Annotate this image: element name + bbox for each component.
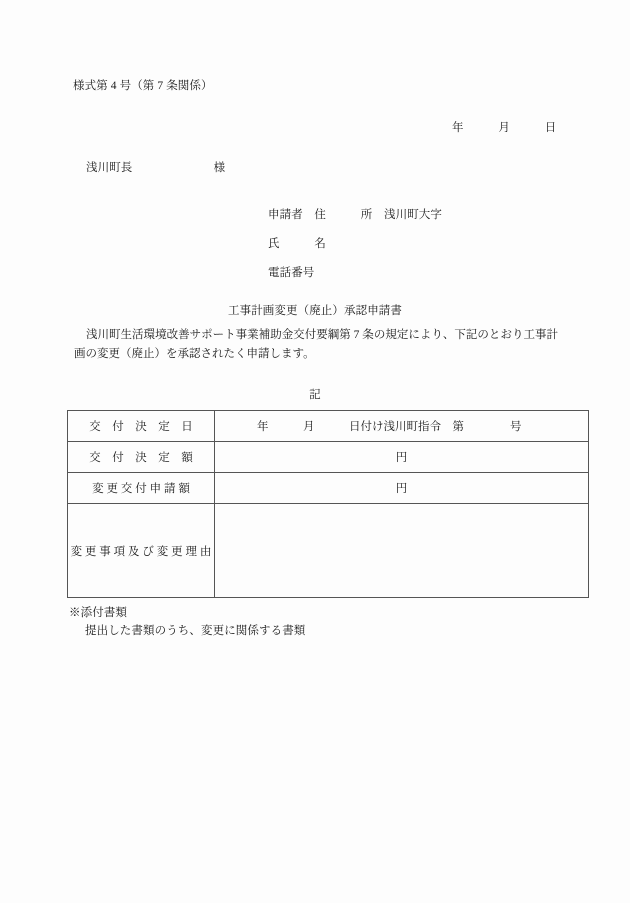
attachment-heading: ※添付書類 (69, 607, 127, 619)
table-row (68, 504, 589, 598)
ki-marker: 記 (309, 389, 321, 401)
application-details-table (67, 410, 589, 598)
applicant-name-line: 氏 名 (268, 238, 326, 250)
row-value-grant-decision-amount[interactable]: 円 (215, 442, 589, 473)
row-label-grant-decision-date: 交 付 決 定 日 (68, 411, 215, 442)
row-label-changed-application-amount: 変 更 交 付 申 請 額 (68, 473, 215, 504)
table-row (68, 411, 589, 442)
applicant-phone-line: 電話番号 (268, 267, 315, 279)
addressee-line: 浅川町長 様 (86, 162, 226, 174)
row-label-grant-decision-amount: 交 付 決 定 額 (68, 442, 215, 473)
attachment-item: 提出した書類のうち、変更に関係する書類 (85, 625, 306, 637)
table-row (68, 442, 589, 473)
row-label-change-items-and-reason: 変 更 事 項 及 び 変 更 理 由 (68, 504, 215, 598)
form-number: 様式第 4 号（第 7 条関係） (73, 80, 213, 92)
row-value-change-items-and-reason[interactable] (215, 504, 589, 598)
document-title: 工事計画変更（廃止）承認申請書 (228, 305, 402, 317)
row-value-changed-application-amount[interactable]: 円 (215, 473, 589, 504)
body-paragraph: 浅川町生活環境改善サポート事業補助金交付要綱第 7 条の規定により、下記のとおり工事計画の変更（廃止）を承認されたく申請します。 (74, 329, 558, 360)
table-row (68, 473, 589, 504)
applicant-address-line: 申請者 住 所 浅川町大字 (268, 209, 442, 221)
date-line: 年 月 日 (452, 122, 557, 134)
row-value-grant-decision-date[interactable]: 年 月 日付け浅川町指令 第 号 (215, 411, 589, 442)
